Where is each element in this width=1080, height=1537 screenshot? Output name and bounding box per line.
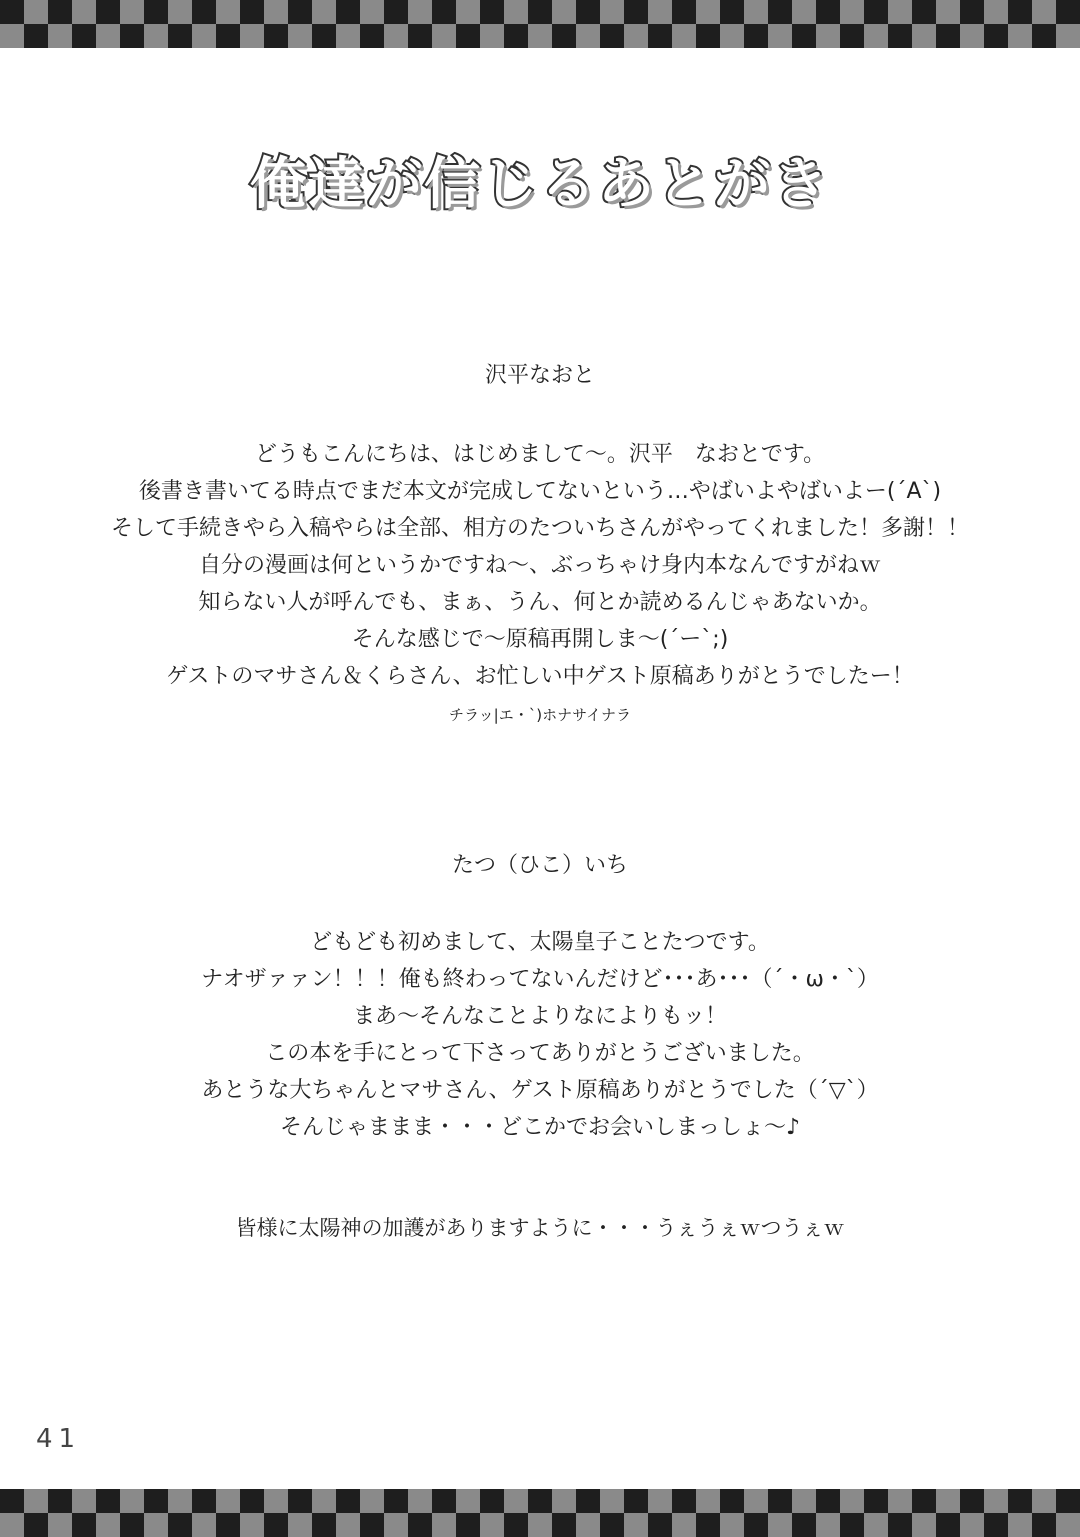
checker-square xyxy=(768,24,792,48)
checker-square xyxy=(96,24,120,48)
checker-square xyxy=(120,24,144,48)
checker-square xyxy=(912,1489,936,1513)
checker-square xyxy=(96,1513,120,1537)
checker-square xyxy=(0,1489,24,1513)
checker-square xyxy=(672,0,696,24)
checker-square xyxy=(528,1513,552,1537)
checker-square xyxy=(1008,0,1032,24)
checker-square xyxy=(528,1489,552,1513)
checker-square xyxy=(264,1489,288,1513)
checker-square xyxy=(528,24,552,48)
checker-square xyxy=(192,1489,216,1513)
checker-square xyxy=(264,24,288,48)
checker-square xyxy=(816,24,840,48)
checker-square xyxy=(1032,0,1056,24)
checker-square xyxy=(1056,24,1080,48)
checker-square xyxy=(480,1513,504,1537)
checker-square xyxy=(384,24,408,48)
page-title: 俺達が信じるあとがき xyxy=(250,152,830,217)
checker-square xyxy=(624,1489,648,1513)
checker-square xyxy=(504,0,528,24)
checker-square xyxy=(384,0,408,24)
checker-square xyxy=(552,1489,576,1513)
checker-square xyxy=(744,1513,768,1537)
checker-square xyxy=(696,0,720,24)
checker-square xyxy=(360,1489,384,1513)
checker-square xyxy=(792,1489,816,1513)
checker-square xyxy=(792,24,816,48)
checker-square xyxy=(48,0,72,24)
checker-square xyxy=(216,0,240,24)
checker-square xyxy=(840,1513,864,1537)
checker-square xyxy=(600,1489,624,1513)
text-line: そんな感じで～原稿再開しま～(´ー`;) xyxy=(351,627,729,652)
checker-square xyxy=(816,0,840,24)
checker-square xyxy=(720,0,744,24)
checker-square xyxy=(504,1513,528,1537)
checker-square xyxy=(552,1513,576,1537)
checker-square xyxy=(408,1489,432,1513)
checker-square xyxy=(120,1489,144,1513)
checker-square xyxy=(768,1513,792,1537)
checker-square xyxy=(696,24,720,48)
checker-square xyxy=(720,24,744,48)
checker-square xyxy=(216,1489,240,1513)
checker-square xyxy=(120,1513,144,1537)
checker-square xyxy=(168,24,192,48)
checker-square xyxy=(360,1513,384,1537)
checker-square xyxy=(336,1489,360,1513)
checker-square xyxy=(360,24,384,48)
checker-square xyxy=(792,1513,816,1537)
checker-square xyxy=(456,1513,480,1537)
checker-square xyxy=(504,1489,528,1513)
checker-square xyxy=(48,1489,72,1513)
bottom-checker-border xyxy=(0,1489,1080,1513)
checker-square xyxy=(288,1513,312,1537)
checker-square xyxy=(72,0,96,24)
closing-line: 皆様に太陽神の加護がありますように・・・うぇうぇｗつうぇｗ xyxy=(235,1216,845,1240)
checker-square xyxy=(0,0,24,24)
checker-square xyxy=(936,1513,960,1537)
checker-square xyxy=(648,1489,672,1513)
checker-square xyxy=(432,1489,456,1513)
checker-square xyxy=(264,1513,288,1537)
checker-square xyxy=(72,24,96,48)
checker-square xyxy=(672,24,696,48)
checker-square xyxy=(984,1489,1008,1513)
checker-square xyxy=(1032,1489,1056,1513)
checker-square xyxy=(600,24,624,48)
checker-square xyxy=(72,1489,96,1513)
checker-square xyxy=(768,1489,792,1513)
checker-square xyxy=(480,0,504,24)
checker-square xyxy=(168,1513,192,1537)
checker-square xyxy=(960,0,984,24)
checker-square xyxy=(816,1513,840,1537)
checker-square xyxy=(1032,1513,1056,1537)
author-heading-2: たつ（ひこ）いち xyxy=(451,853,628,878)
checker-square xyxy=(240,0,264,24)
checker-square xyxy=(240,24,264,48)
checker-square xyxy=(888,0,912,24)
checker-square xyxy=(984,1513,1008,1537)
checker-square xyxy=(552,24,576,48)
checker-square xyxy=(528,0,552,24)
checker-square xyxy=(24,1489,48,1513)
checker-square xyxy=(960,1489,984,1513)
checker-square xyxy=(408,1513,432,1537)
checker-square xyxy=(456,24,480,48)
checker-square xyxy=(600,1513,624,1537)
checker-square xyxy=(192,1513,216,1537)
checker-square xyxy=(984,0,1008,24)
checker-square xyxy=(432,0,456,24)
checker-square xyxy=(408,0,432,24)
checker-square xyxy=(192,24,216,48)
checker-square xyxy=(72,1513,96,1537)
checker-square xyxy=(504,24,528,48)
checker-square xyxy=(1056,1489,1080,1513)
checker-square xyxy=(120,0,144,24)
checker-square xyxy=(792,0,816,24)
checker-square xyxy=(168,1489,192,1513)
top-checker-border xyxy=(0,0,1080,24)
checker-square xyxy=(624,1513,648,1537)
checker-square xyxy=(96,0,120,24)
checker-square xyxy=(744,24,768,48)
checker-square xyxy=(888,1513,912,1537)
text-line: 自分の漫画は何というかですね～、ぶっちゃけ身内本なんですがねｗ xyxy=(198,553,881,578)
checker-square xyxy=(552,0,576,24)
checker-square xyxy=(480,24,504,48)
checker-square xyxy=(912,24,936,48)
checker-square xyxy=(696,1513,720,1537)
checker-square xyxy=(1056,0,1080,24)
checker-square xyxy=(984,24,1008,48)
checker-square xyxy=(720,1489,744,1513)
text-line: ゲストのマサさん＆くらさん、お忙しい中ゲスト原稿ありがとうでしたー！ xyxy=(166,664,914,689)
checker-square xyxy=(840,24,864,48)
text-line: この本を手にとって下さってありがとうございました。 xyxy=(265,1041,815,1066)
checker-square xyxy=(864,1489,888,1513)
top-checker-border xyxy=(0,24,1080,48)
checker-square xyxy=(216,24,240,48)
text-line: どうもこんにちは、はじめまして～。沢平 なおとです。 xyxy=(254,442,826,467)
checker-square xyxy=(864,1513,888,1537)
checker-square xyxy=(864,24,888,48)
checker-square xyxy=(624,24,648,48)
checker-square xyxy=(816,1489,840,1513)
checker-square xyxy=(720,1513,744,1537)
checker-square xyxy=(960,24,984,48)
author-heading-1: 沢平なおと xyxy=(484,363,595,388)
checker-square xyxy=(0,1513,24,1537)
checker-square xyxy=(1008,1513,1032,1537)
checker-square xyxy=(672,1489,696,1513)
checker-square xyxy=(888,1489,912,1513)
checker-square xyxy=(696,1489,720,1513)
checker-square xyxy=(312,1489,336,1513)
checker-square xyxy=(240,1489,264,1513)
checker-square xyxy=(840,1489,864,1513)
text-line: そんじゃままま・・・どこかでお会いしまっしょ～♪ xyxy=(279,1115,801,1140)
checker-square xyxy=(576,1489,600,1513)
checker-square xyxy=(744,1489,768,1513)
checker-square xyxy=(648,1513,672,1537)
checker-square xyxy=(936,1489,960,1513)
checker-square xyxy=(432,1513,456,1537)
checker-square xyxy=(0,24,24,48)
checker-square xyxy=(336,1513,360,1537)
checker-square xyxy=(288,0,312,24)
checker-square xyxy=(144,1513,168,1537)
checker-square xyxy=(456,0,480,24)
emoticon-line: チラッ|エ・`)ホナサイナラ xyxy=(448,706,632,724)
checker-square xyxy=(1008,24,1032,48)
checker-square xyxy=(24,1513,48,1537)
checker-square xyxy=(648,24,672,48)
checker-square xyxy=(312,0,336,24)
checker-square xyxy=(384,1489,408,1513)
checker-square xyxy=(312,1513,336,1537)
checker-square xyxy=(936,0,960,24)
checker-square xyxy=(288,24,312,48)
checker-square xyxy=(24,24,48,48)
page-number: 41 xyxy=(36,1424,82,1454)
checker-square xyxy=(144,1489,168,1513)
afterword-text-1 xyxy=(40,436,1040,725)
checker-square xyxy=(456,1489,480,1513)
checker-square xyxy=(192,0,216,24)
checker-square xyxy=(576,0,600,24)
checker-square xyxy=(960,1513,984,1537)
text-line: 後書き書いてる時点でまだ本文が完成してないという…やばいよやばいよー(´A`) xyxy=(138,479,942,504)
checker-square xyxy=(912,1513,936,1537)
checker-square xyxy=(432,24,456,48)
checker-square xyxy=(744,0,768,24)
bottom-checker-border xyxy=(0,1513,1080,1537)
text-line: ナオザァァン！！！俺も終わってないんだけど･･･あ･･･（´・ω・`） xyxy=(201,967,879,992)
checker-square xyxy=(96,1489,120,1513)
checker-square xyxy=(48,24,72,48)
text-line: あとうな大ちゃんとマサさん、ゲスト原稿ありがとうでした（´▽`） xyxy=(201,1078,879,1103)
checker-square xyxy=(144,24,168,48)
checker-square xyxy=(336,24,360,48)
checker-square xyxy=(264,0,288,24)
afterword-text-2 xyxy=(40,924,1040,1146)
checker-square xyxy=(336,0,360,24)
checker-square xyxy=(864,0,888,24)
checker-square xyxy=(216,1513,240,1537)
checker-square xyxy=(1008,1489,1032,1513)
checker-square xyxy=(768,0,792,24)
checker-square xyxy=(288,1489,312,1513)
text-line: まあ～そんなことよりなによりもッ！ xyxy=(352,1004,727,1029)
checker-square xyxy=(384,1513,408,1537)
checker-square xyxy=(624,0,648,24)
checker-square xyxy=(1032,24,1056,48)
checker-square xyxy=(672,1513,696,1537)
checker-square xyxy=(576,1513,600,1537)
checker-square xyxy=(24,0,48,24)
checker-square xyxy=(144,0,168,24)
checker-square xyxy=(312,24,336,48)
checker-square xyxy=(168,0,192,24)
text-line: 知らない人が呼んでも、まぁ、うん、何とか読めるんじゃあないか。 xyxy=(198,590,882,615)
checker-square xyxy=(840,0,864,24)
checker-square xyxy=(48,1513,72,1537)
checker-square xyxy=(408,24,432,48)
checker-square xyxy=(240,1513,264,1537)
text-line: どもども初めまして、太陽皇子ことたつです。 xyxy=(310,930,770,955)
checker-square xyxy=(480,1489,504,1513)
checker-square xyxy=(936,24,960,48)
checker-square xyxy=(576,24,600,48)
checker-square xyxy=(888,24,912,48)
text-line: そして手続きやら入稿やらは全部、相方のたついちさんがやってくれました！多謝！！ xyxy=(110,516,969,541)
checker-square xyxy=(360,0,384,24)
checker-square xyxy=(1056,1513,1080,1537)
checker-square xyxy=(912,0,936,24)
checker-square xyxy=(600,0,624,24)
checker-square xyxy=(648,0,672,24)
